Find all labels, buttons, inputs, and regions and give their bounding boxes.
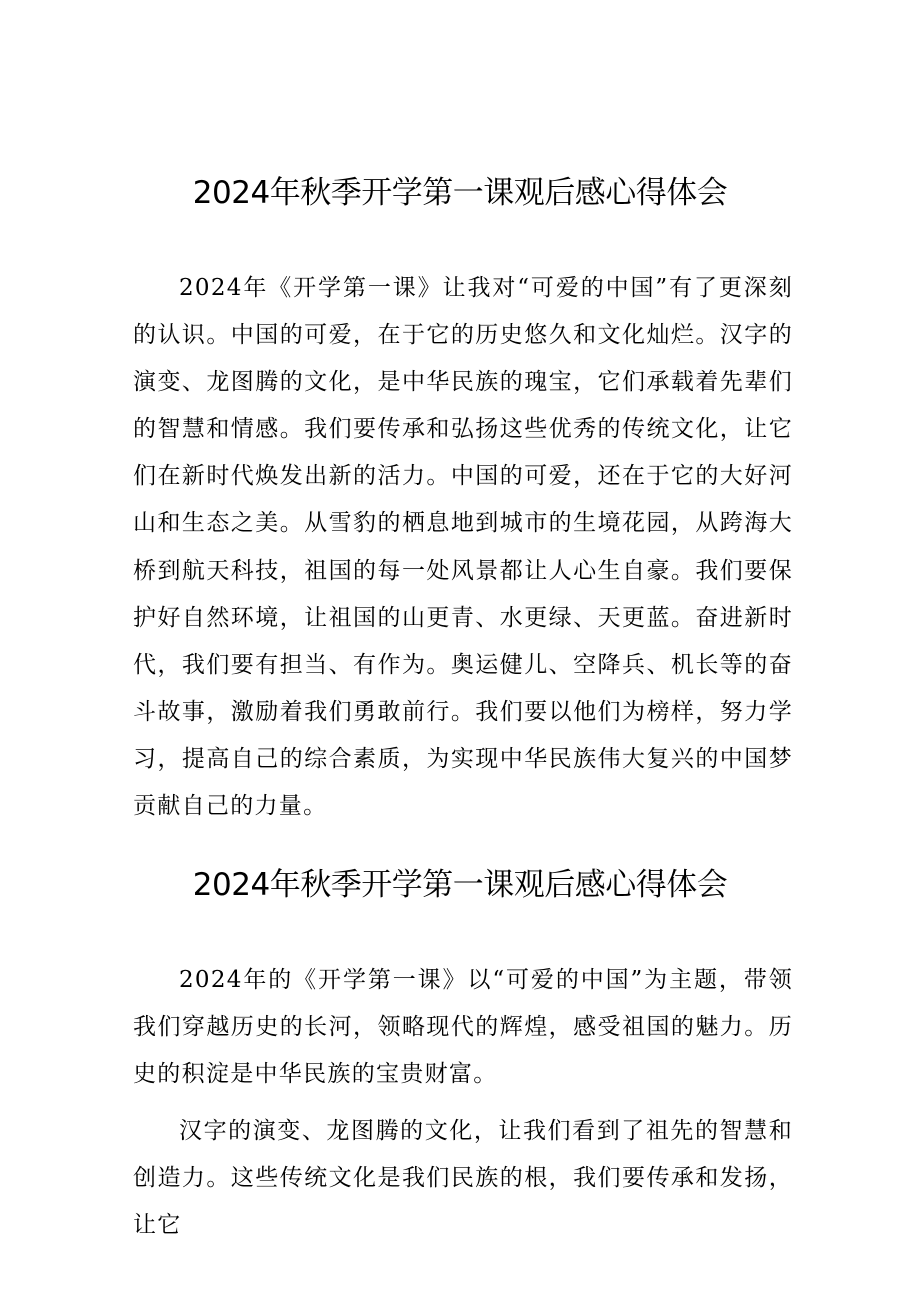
body-paragraph: 2024年《开学第一课》让我对“可爱的中国”有了更深刻的认识。中国的可爱，在于它的历史悠久和文化灿烂。汉字的演变、龙图腾的文化，是中华民族的瑰宝，它们承载着先辈们的智慧和情感。我们要传承和弘扬这些优秀的传统文化，让它们在新时代焕发出新的活力。中国的可爱，还在于它的大好河山和生态之美。从雪豹的栖息地到城市的生境花园，从跨海大桥到航天科技，祖国的每一处风景都让人心生自豪。我们要保护好自然环境，让祖国的山更青、水更绿、天更蓝。奋进新时代，我们要有担当、有作为。奥运健儿、空降兵、机长等的奋斗故事，激励着我们勇敢前行。我们要以他们为榜样，努力学习，提高自己的综合素质，为实现中华民族伟大复兴的中国梦贡献自己的力量。 [133,275,793,820]
body-paragraph: 2024年的《开学第一课》以“可爱的中国”为主题，带领我们穿越历史的长河，领略现代的辉煌，感受祖国的魅力。历史的积淀是中华民族的宝贵财富。 [133,967,793,1088]
section-title: 2024年秋季开学第一课观后感心得体会 [192,175,728,211]
section-title: 2024年秋季开学第一课观后感心得体会 [192,867,728,903]
body-paragraph: 汉字的演变、龙图腾的文化，让我们看到了祖先的智慧和创造力。这些传统文化是我们民族的根，我们要传承和发扬，让它 [133,1118,793,1239]
